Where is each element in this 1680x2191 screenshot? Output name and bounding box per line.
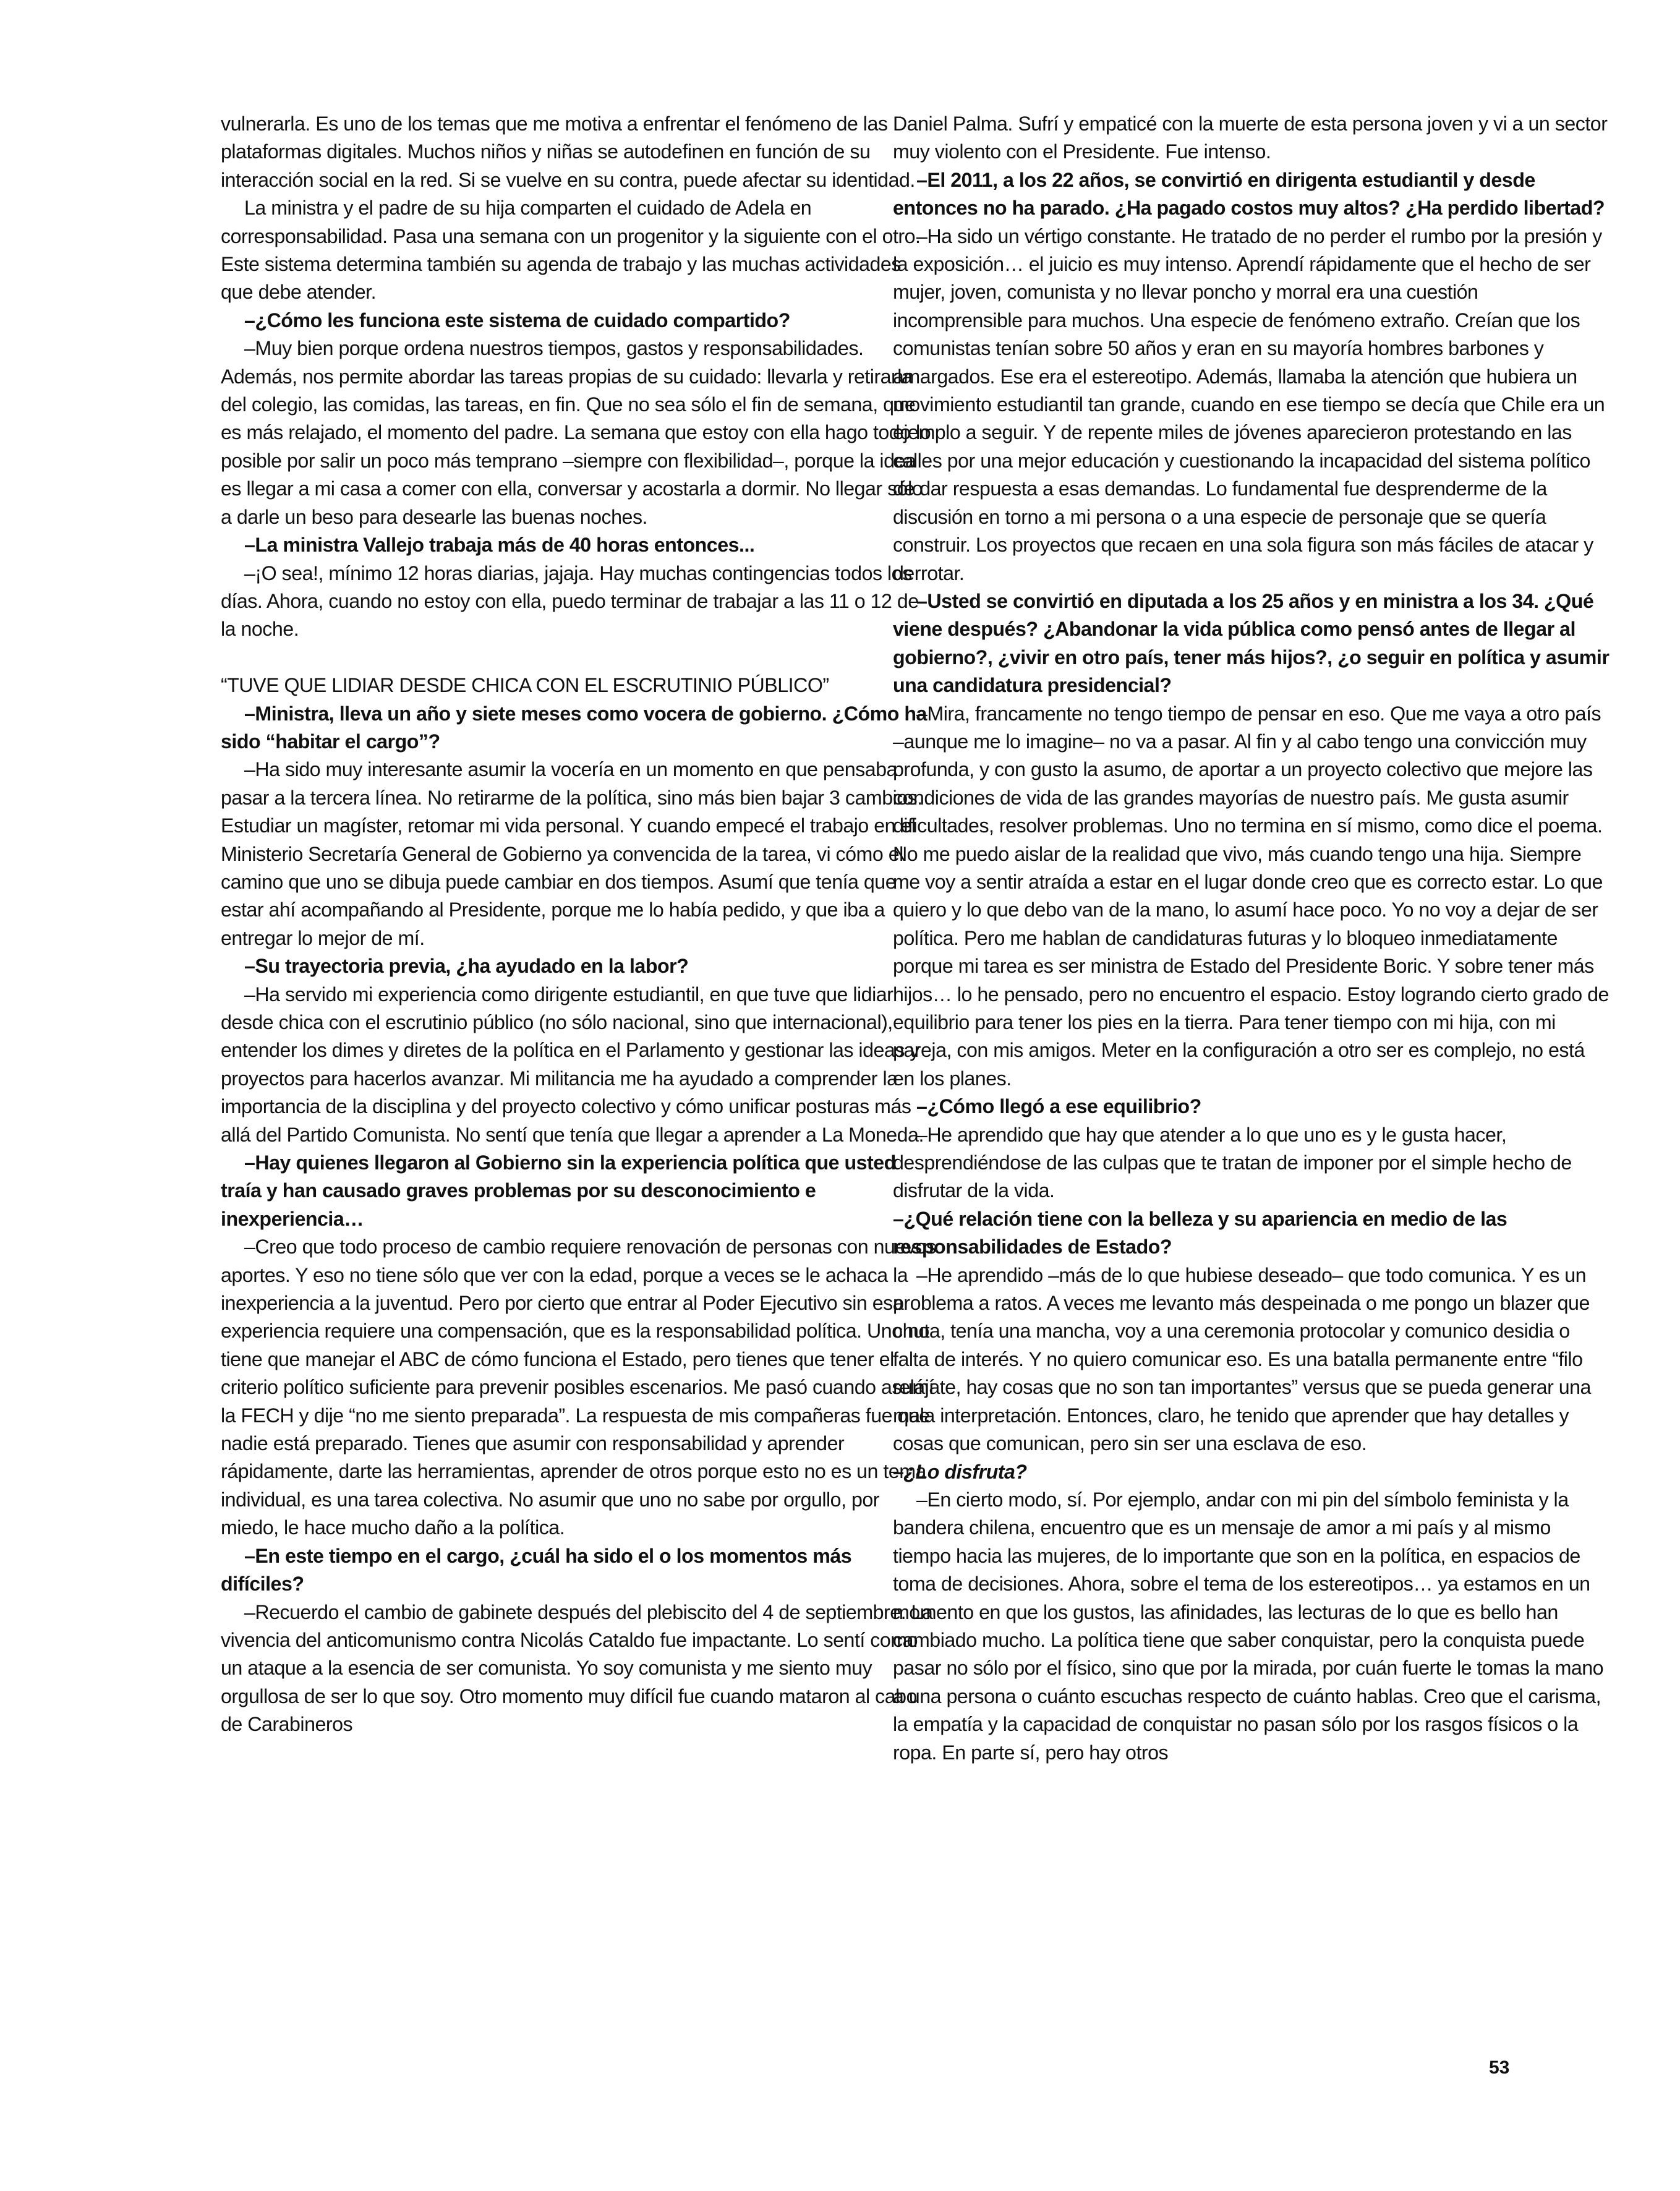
interview-answer: –Recuerdo el cambio de gabinete después del plebiscito del 4 de septiembre. La vivencia del anticomunismo contra Nicolás Cataldo fue impactante. Lo sentí como un ataque a la esencia de ser comunista. Yo soy comunista y me siento muy orgullosa de ser lo que soy. Otro momento muy difícil fue cuando mataron al cabo de Carabineros xyxy=(221,1600,933,1736)
interview-answer: –Muy bien porque ordena nuestros tiempos, gastos y responsabilidades. Además, nos permite abordar las tareas propias de su cuidado: llevarla y retirarla del colegio, las comidas, las tareas, en fin. Que no sea sólo el fin de semana, que es más relajado, el momento del padre. La semana que estoy con ella hago todo lo posible por salir un poco más temprano –siempre con flexibilidad–, porque la idea es llegar a mi casa a comer con ella, conversar y acostarla a dormir. No llegar sólo a darle un beso para desearle las buenas noches. xyxy=(221,337,931,528)
interview-question: –Hay quienes llegaron al Gobierno sin la experiencia política que usted traía y han causado graves problemas por su desconocimiento e inexperiencia… xyxy=(221,1151,896,1230)
interview-answer: –¡O sea!, mínimo 12 horas diarias, jajaja. Hay muchas contingencias todos los días. Ahora, cuando no estoy con ella, puedo terminar de trabajar a las 11 o 12 de la noche. xyxy=(221,562,919,641)
interview-answer: –Ha sido un vértigo constante. He tratado de no perder el rumbo por la presión y la exposición… el juicio es muy intenso. Aprendí rápidamente que el hecho de ser mujer, joven, comunista y no llevar poncho y morral era una cuestión incomprensible para muchos. Una especie de fenómeno extraño. Creían que los comunistas tenían sobre 50 años y eran en su mayoría hombres barbones y amargados. Ese era el estereotipo. Además, llamaba la atención que hubiera un movimiento estudiantil tan grande, cuando en ese tiempo se decía que Chile era un ejemplo a seguir. Y de repente miles de jóvenes aparecieron protestando en las calles por una mejor educación y cuestionando la incapacidad del sistema político de dar respuesta a esas demandas. Lo fundamental fue desprenderme de la discusión en torno a mi persona o a una especie de personaje que se quería construir. Los proyectos que recaen en una sola figura son más fáciles de atacar y derrotar. xyxy=(893,224,1605,584)
left-text-column xyxy=(221,110,938,1739)
interview-answer: –He aprendido que hay que atender a lo que uno es y le gusta hacer, desprendiéndose de las culpas que te tratan de imponer por el simple hecho de disfrutar de la vida. xyxy=(893,1123,1572,1202)
right-text-column xyxy=(893,110,1610,1767)
interview-question: –Usted se convirtió en diputada a los 25 años y en ministra a los 34. ¿Qué viene después? ¿Abandonar la vida pública como pensó antes de llegar al gobierno?, ¿vivir en otro país, tener más hijos?, ¿o seguir en política y asumir una candidatura presidencial? xyxy=(893,589,1610,697)
interview-answer: –Ha servido mi experiencia como dirigente estudiantil, en que tuve que lidiar desde chica con el escrutinio público (no sólo nacional, sino que internacional), entender los dimes y diretes de la política en el Parlamento y gestionar las ideas y proyectos para hacerlos avanzar. Mi militancia me ha ayudado a comprender la importancia de la disciplina y del proyecto colectivo y cómo unificar posturas más allá del Partido Comunista. No sentí que tenía que llegar a aprender a La Moneda. xyxy=(221,983,924,1146)
interview-answer: –He aprendido –más de lo que hubiese deseado– que todo comunica. Y es un problema a ratos. A veces me levanto más despeinada o me pongo un blazer que chuta, tenía una mancha, voy a una ceremonia protocolar y comunico desidia o falta de interés. Y no quiero comunicar eso. Es una batalla permanente entre “filo relájate, hay cosas que no son tan importantes” versus que se pueda generar una mala interpretación. Entonces, claro, he tenido que aprender que hay detalles y cosas que comunican, pero sin ser una esclava de eso. xyxy=(893,1263,1591,1455)
interview-question: –¿Cómo llegó a ese equilibrio? xyxy=(916,1095,1201,1118)
interview-question: –¿Lo disfruta? xyxy=(893,1460,1027,1483)
interview-answer: –Ha sido muy interesante asumir la vocería en un momento en que pensaba pasar a la tercera línea. No retirarme de la política, sino más bien bajar 3 cambios. Estudiar un magíster, retomar mi vida personal. Y cuando empecé el trabajo en el Ministerio Secretaría General de Gobierno ya convencida de la tarea, vi cómo el camino que uno se dibuja puede cambiar en dos tiempos. Asumí que tenía que estar ahí acompañando al Presidente, porque me lo había pedido, y que iba a entregar lo mejor de mí. xyxy=(221,758,923,949)
paragraph: La ministra y el padre de su hija comparten el cuidado de Adela en corresponsabilidad. Pasa una semana con un progenitor y la siguiente con el otro. Este sistema determina también su agenda de trabajo y las muchas actividades que debe atender. xyxy=(221,197,921,304)
interview-answer: –Creo que todo proceso de cambio requiere renovación de personas con nuevos aportes. Y eso no tiene sólo que ver con la edad, porque a veces se le achaca la inexperiencia a la juventud. Pero por cierto que entrar al Poder Ejecutivo sin esa experiencia requiere una compensación, que es la responsabilidad política. Uno no tiene que manejar el ABC de cómo funciona el Estado, pero tienes que tener el criterio político suficiente para prevenir posibles escenarios. Me pasó cuando asumí la FECH y dije “no me siento preparada”. La respuesta de mis compañeras fue que nadie está preparado. Tienes que asumir con responsabilidad y aprender rápidamente, darte las herramientas, aprender de otros porque esto no es un tema individual, es una tarea colectiva. No asumir que uno no sabe por orgullo, por miedo, le hace mucho daño a la política. xyxy=(221,1236,936,1539)
section-heading: “TUVE QUE LIDIAR DESDE CHICA CON EL ESCRUTINIO PÚBLICO” xyxy=(221,674,829,697)
page-number: 53 xyxy=(1489,2057,1510,2078)
paragraph: vulnerarla. Es uno de los temas que me motiva a enfrentar el fenómeno de las plataformas digitales. Muchos niños y niñas se autodefinen en función de su interacción social en la red. Si se vuelve en su contra, puede afectar su identidad. xyxy=(221,113,915,191)
interview-question: –Ministra, lleva un año y siete meses como vocera de gobierno. ¿Cómo ha sido “habitar el cargo”? xyxy=(221,702,927,753)
interview-answer: –En cierto modo, sí. Por ejemplo, andar con mi pin del símbolo feminista y la bandera chilena, encuentro que es un mensaje de amor a mi país y al mismo tiempo hacia las mujeres, de lo importante que son en la política, en espacios de toma de decisiones. Ahora, sobre el tema de los estereotipos… ya estamos en un momento en que los gustos, las afinidades, las lecturas de lo que es bello han cambiado mucho. La política tiene que saber conquistar, pero la conquista puede pasar no sólo por el físico, sino que por la mirada, por cuán fuerte le tomas la mano a una persona o cuánto escuchas respecto de cuánto hablas. Creo que el carisma, la empatía y la capacidad de conquistar no pasan sólo por los rasgos físicos o la ropa. En parte sí, pero hay otros xyxy=(893,1488,1604,1764)
interview-question: –¿Cómo les funciona este sistema de cuidado compartido? xyxy=(244,309,790,331)
interview-question: –¿Qué relación tiene con la belleza y su apariencia en medio de las responsabilidades de Estado? xyxy=(893,1207,1507,1258)
interview-question: –La ministra Vallejo trabaja más de 40 horas entonces... xyxy=(244,534,755,557)
interview-question: –El 2011, a los 22 años, se convirtió en dirigenta estudiantil y desde entonces no ha parado. ¿Ha pagado costos muy altos? ¿Ha perdido libertad? xyxy=(893,168,1605,220)
interview-answer: –Mira, francamente no tengo tiempo de pensar en eso. Que me vaya a otro país –aunque me lo imagine– no va a pasar. Al fin y al cabo tengo una convicción muy profunda, y con gusto la asumo, de aportar a un proyecto colectivo que mejore las condiciones de vida de las grandes mayorías de nuestro país. Me gusta asumir dificultades, resolver problemas. Uno no termina en sí mismo, como dice el poema. No me puedo aislar de la realidad que vivo, más cuando tengo una hija. Siempre me voy a sentir atraída a estar en el lugar donde creo que es correcto estar. Lo que quiero y lo que debo van de la mano, lo asumí hace poco. Yo no voy a dejar de ser política. Pero me hablan de candidaturas futuras y lo bloqueo inmediatamente porque mi tarea es ser ministra de Estado del Presidente Boric. Y sobre tener más hijos… lo he pensado, pero no encuentro el espacio. Estoy logrando cierto grado de equilibrio para tener los pies en la tierra. Para tener tiempo con mi hija, con mi pareja, con mis amigos. Meter en la configuración a otro ser es complejo, no está en los planes. xyxy=(893,702,1609,1090)
interview-question: –Su trayectoria previa, ¿ha ayudado en la labor? xyxy=(244,955,689,978)
paragraph: Daniel Palma. Sufrí y empaticé con la muerte de esta persona joven y vi a un sector muy violento con el Presidente. Fue intenso. xyxy=(893,113,1608,163)
interview-question: –En este tiempo en el cargo, ¿cuál ha sido el o los momentos más difíciles? xyxy=(221,1544,852,1595)
